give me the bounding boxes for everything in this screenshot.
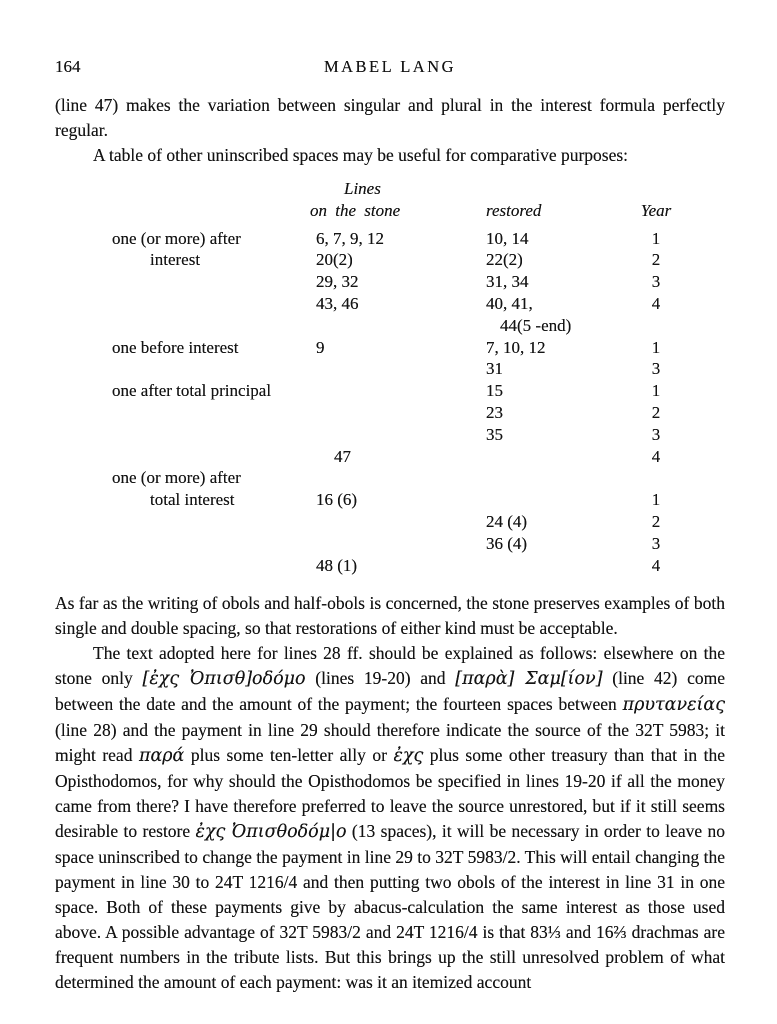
running-header (55, 57, 725, 79)
table-header-row-2 (112, 200, 679, 222)
stone-lines-cell (310, 467, 486, 489)
stone-lines-cell: 16 (6) (316, 490, 358, 510)
restored-lines-cell: 15 (486, 381, 503, 401)
restored-lines-cell: 23 (486, 402, 503, 422)
stone-lines-cell (310, 402, 486, 424)
stone-lines-cell (310, 533, 486, 555)
year-cell: 2 (651, 402, 661, 422)
year-cell: 1 (651, 381, 661, 401)
body-text-section (55, 591, 725, 995)
restored-lines-cell: 24 (4) (486, 511, 528, 531)
year-cell: 2 (651, 511, 661, 531)
stone-lines-cell (310, 511, 486, 533)
column-header-on-the-stone: on the stone (310, 200, 401, 220)
restored-lines-cell (486, 446, 633, 468)
table-row (112, 358, 679, 380)
row-label (112, 315, 310, 337)
stone-lines-cell: 47 (334, 446, 351, 466)
restored-lines-cell: 31 (486, 359, 503, 379)
greek-phrase: [ἐχς Ὀπισθ]οδόμο (142, 669, 306, 689)
year-cell: 2 (651, 250, 661, 270)
stone-lines-cell (310, 424, 486, 446)
stone-lines-cell (310, 358, 486, 380)
year-cell: 4 (651, 293, 661, 313)
restored-lines-cell: 10, 14 (486, 228, 529, 248)
body-segment: (13 spaces), it will be necessary in order to leave no space uninscribed to change the payment in line 29 to 32T 5983/2. This will entail changing the payment in line 30 to 24T 1216/4 and then putting two obols of the interest in line 31 in one space. Both of these payments give by abacus-calculation the same interest as those used above. A possible advantage of 32T 5983/2 and 24T 1216/4 is that 83⅓ and 16⅔ drachmas are frequent numbers in the tribute lists. But this brings up the still unresolved problem of what determined the amount of each payment: was it an itemized account (55, 821, 726, 992)
year-cell: 3 (651, 533, 661, 553)
row-label (112, 555, 310, 577)
row-label: one before interest (112, 337, 239, 357)
table-row (112, 337, 679, 359)
year-cell: 1 (651, 228, 661, 248)
stone-lines-cell (310, 315, 486, 337)
body-segment: plus some other treasury than that in the Opisthodomos, for why should the Opisthodomos be specified in lines 19-20 if all the money came from there? I have therefore preferred to leave the source unrestored, but if it still seems desirable to restore (55, 745, 726, 841)
year-cell (633, 315, 679, 337)
row-label (112, 293, 310, 315)
table-row (112, 228, 679, 250)
year-cell: 1 (651, 490, 661, 510)
restored-lines-cell (486, 489, 633, 511)
restored-lines-cell (486, 555, 633, 577)
paragraph-obols: As far as the writing of obols and half-obols is concerned, the stone preserves examples of both single and double spacing, so that restorations of either kind must be acceptable. (55, 593, 725, 638)
greek-phrase: παρά (138, 746, 185, 766)
year-cell: 3 (651, 272, 661, 292)
stone-lines-cell (310, 380, 486, 402)
body-segment: The text adopted here for lines 28 ff. should be explained as follows: elsewhere on the stone only (55, 643, 725, 688)
row-label (112, 271, 310, 293)
table-row (112, 315, 679, 337)
row-label (112, 424, 310, 446)
greek-phrase: πρυτανείας (622, 695, 725, 715)
restored-lines-cell (486, 467, 633, 489)
row-label: interest (150, 250, 201, 270)
row-label: total interest (150, 490, 235, 510)
greek-phrase: ἐχς Ὀπισθοδόμ|ο (195, 822, 347, 842)
stone-lines-cell: 20(2) (316, 250, 353, 270)
body-segment: (line 28) and the payment in line 29 should therefore indicate the source of the 32T 5983; it might read (55, 720, 725, 765)
year-cell: 3 (651, 359, 661, 379)
table-row (112, 446, 679, 468)
paragraph-text-adopted (55, 641, 725, 995)
table-row (112, 271, 679, 293)
row-label (112, 533, 310, 555)
restored-lines-cell: 31, 34 (486, 272, 529, 292)
paragraph-continuation: (line 47) makes the variation between singular and plural in the interest formula perfectly regular. (55, 95, 725, 140)
column-header-lines: Lines (344, 179, 381, 198)
body-segment: plus some ten-letter ally or (184, 745, 394, 765)
table-row (112, 489, 679, 511)
row-label: one (or more) after (112, 228, 241, 248)
stone-lines-cell: 48 (1) (316, 555, 358, 575)
stone-lines-cell: 29, 32 (316, 272, 359, 292)
restored-lines-cell: 7, 10, 12 (486, 337, 546, 357)
page-number: 164 (55, 57, 81, 76)
table-row (112, 293, 679, 315)
stone-lines-cell: 6, 7, 9, 12 (316, 228, 384, 248)
greek-phrase: ἐχς (393, 746, 424, 766)
table-row (112, 424, 679, 446)
table-row (112, 511, 679, 533)
year-cell: 1 (651, 337, 661, 357)
table-row (112, 467, 679, 489)
intro-section (55, 93, 725, 168)
restored-lines-cell: 40, 41, (486, 293, 533, 313)
column-header-year: Year (640, 200, 672, 220)
row-label (112, 402, 310, 424)
year-cell: 4 (651, 555, 661, 575)
body-segment: (lines 19-20) and (305, 668, 456, 688)
restored-lines-cell: 36 (4) (486, 533, 528, 553)
paragraph-table-intro: A table of other uninscribed spaces may be useful for comparative purposes: (93, 145, 629, 165)
year-cell: 3 (651, 424, 661, 444)
year-cell (633, 467, 679, 489)
row-label: one after total principal (112, 381, 272, 401)
uninscribed-spaces-table (112, 178, 679, 576)
running-header-author: MABEL LANG (323, 57, 457, 76)
restored-lines-cell: 22(2) (486, 250, 523, 270)
table-row (112, 533, 679, 555)
table-row (112, 249, 679, 271)
stone-lines-cell: 43, 46 (316, 293, 359, 313)
table-row (112, 402, 679, 424)
stone-lines-cell: 9 (316, 337, 325, 357)
table-header-row-1 (112, 178, 679, 200)
row-label (112, 358, 310, 380)
restored-lines-cell: 44(5 -end) (500, 315, 572, 335)
greek-phrase: [παρὰ] Σαμ[ίον] (455, 669, 603, 689)
row-label: one (or more) after (112, 468, 241, 488)
row-label (112, 446, 310, 468)
table-row (112, 555, 679, 577)
body-segment: (line 42) come between the date and the amount of the payment; the fourteen spaces between (55, 668, 725, 714)
table-row (112, 380, 679, 402)
restored-lines-cell: 35 (486, 424, 503, 444)
year-cell: 4 (651, 446, 661, 466)
row-label (112, 511, 310, 533)
column-header-restored: restored (486, 200, 542, 220)
